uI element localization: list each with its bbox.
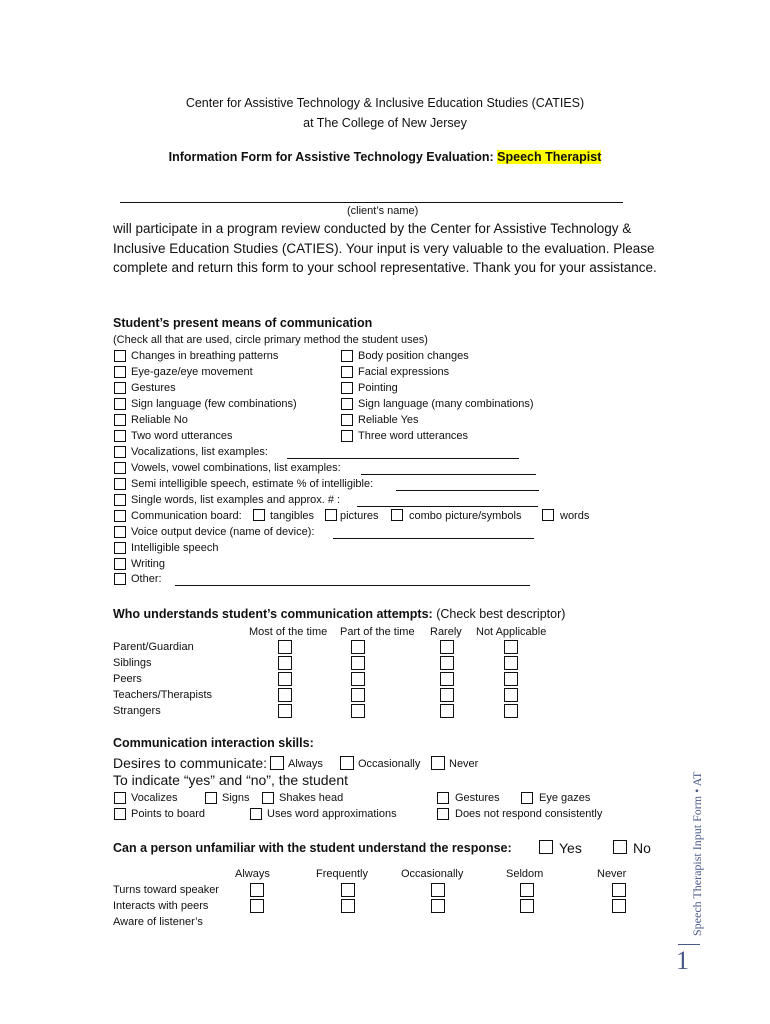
- checkbox-gestures[interactable]: [114, 382, 126, 394]
- checkbox-eye-gazes[interactable]: [521, 792, 533, 804]
- interaction-title: Communication interaction skills:: [113, 736, 314, 750]
- label-desires-always: Always: [288, 758, 323, 770]
- label-reliable-yes: Reliable Yes: [358, 414, 419, 426]
- vocalizations-blank[interactable]: [287, 458, 519, 459]
- sidebar-form-label: Speech Therapist Input Form • AT: [690, 771, 704, 936]
- label-gestures-yn: Gestures: [455, 792, 500, 804]
- label-vowels: Vowels, vowel combinations, list examples:: [131, 462, 341, 474]
- other-blank[interactable]: [175, 585, 530, 586]
- label-other: Other:: [131, 573, 162, 585]
- form-title-prefix: Information Form for Assistive Technology Evaluation:: [168, 150, 498, 164]
- page-number-rule: [678, 944, 700, 945]
- voice-output-blank[interactable]: [333, 538, 534, 539]
- understands-checkbox-r4-c1[interactable]: [278, 688, 292, 702]
- client-name-field[interactable]: [120, 202, 623, 203]
- col-always: Always: [235, 868, 270, 880]
- col-part-of-time: Part of the time: [340, 626, 415, 638]
- checkbox-gestures-yn[interactable]: [437, 792, 449, 804]
- row-teachers: Teachers/Therapists: [113, 689, 213, 701]
- col-frequently: Frequently: [316, 868, 368, 880]
- label-gestures: Gestures: [131, 382, 176, 394]
- checkbox-sign-many[interactable]: [341, 398, 353, 410]
- means-instruction: (Check all that are used, circle primary method the student uses): [113, 334, 428, 346]
- unfamiliar-checkbox-r2-c2[interactable]: [341, 899, 355, 913]
- understands-checkbox-r1-c2[interactable]: [351, 640, 365, 654]
- understands-checkbox-r2-c4[interactable]: [504, 656, 518, 670]
- unfamiliar-checkbox-r2-c4[interactable]: [520, 899, 534, 913]
- form-title-highlight: Speech Therapist: [497, 150, 602, 164]
- label-two-word: Two word utterances: [131, 430, 233, 442]
- unfamiliar-checkbox-r1-c2[interactable]: [341, 883, 355, 897]
- label-sign-many: Sign language (many combinations): [358, 398, 534, 410]
- checkbox-semi-intelligible[interactable]: [114, 478, 126, 490]
- label-pointing: Pointing: [358, 382, 398, 394]
- checkbox-unfamiliar-yes[interactable]: [539, 840, 553, 854]
- understands-checkbox-r2-c1[interactable]: [278, 656, 292, 670]
- col-rarely: Rarely: [430, 626, 462, 638]
- understands-heading: [113, 607, 565, 621]
- checkbox-combo[interactable]: [391, 509, 403, 521]
- checkbox-vocalizations[interactable]: [114, 446, 126, 458]
- unfamiliar-checkbox-r2-c5[interactable]: [612, 899, 626, 913]
- checkbox-words[interactable]: [542, 509, 554, 521]
- label-three-word: Three word utterances: [358, 430, 469, 442]
- label-eye-gaze: Eye-gaze/eye movement: [131, 366, 253, 378]
- checkbox-comm-board[interactable]: [114, 510, 126, 522]
- row-interacts-peers: Interacts with peers: [113, 900, 209, 912]
- label-comm-board: Communication board:: [131, 510, 242, 522]
- label-desires-occasionally: Occasionally: [358, 758, 421, 770]
- checkbox-intelligible[interactable]: [114, 542, 126, 554]
- checkbox-desires-always[interactable]: [270, 756, 284, 770]
- unfamiliar-checkbox-r1-c4[interactable]: [520, 883, 534, 897]
- checkbox-three-word[interactable]: [341, 430, 353, 442]
- label-unfamiliar-no: No: [633, 840, 651, 856]
- checkbox-sign-few[interactable]: [114, 398, 126, 410]
- col-most-of-time: Most of the time: [249, 626, 328, 638]
- checkbox-pictures[interactable]: [325, 509, 337, 521]
- label-vocalizes: Vocalizes: [131, 792, 178, 804]
- label-unfamiliar-yes: Yes: [559, 840, 582, 856]
- label-sign-few: Sign language (few combinations): [131, 398, 297, 410]
- single-words-blank[interactable]: [357, 506, 538, 507]
- col-seldom: Seldom: [506, 868, 544, 880]
- unfamiliar-checkbox-r2-c3[interactable]: [431, 899, 445, 913]
- label-points-board: Points to board: [131, 808, 205, 820]
- institution-name: Center for Assistive Technology & Inclusive Education Studies (CATIES): [185, 96, 585, 110]
- label-signs: Signs: [222, 792, 250, 804]
- checkbox-word-approx[interactable]: [250, 808, 262, 820]
- label-shakes-head: Shakes head: [279, 792, 344, 804]
- checkbox-other[interactable]: [114, 573, 126, 585]
- desires-label: Desires to communicate:: [113, 755, 268, 771]
- checkbox-two-word[interactable]: [114, 430, 126, 442]
- understands-checkbox-r5-c3[interactable]: [440, 704, 454, 718]
- unfamiliar-checkbox-r2-c1[interactable]: [250, 899, 264, 913]
- means-title: Student’s present means of communication: [113, 316, 373, 330]
- understands-checkbox-r5-c1[interactable]: [278, 704, 292, 718]
- label-reliable-no: Reliable No: [131, 414, 188, 426]
- label-no-respond: Does not respond consistently: [455, 808, 603, 820]
- label-body-position: Body position changes: [358, 350, 469, 362]
- form-title: [0, 150, 770, 164]
- indicate-label: To indicate “yes” and “no”, the student: [113, 772, 349, 788]
- checkbox-single-words[interactable]: [114, 494, 126, 506]
- row-parent: Parent/Guardian: [113, 641, 194, 653]
- label-breathing: Changes in breathing patterns: [131, 350, 279, 362]
- label-facial: Facial expressions: [358, 366, 450, 378]
- unfamiliar-question: Can a person unfamiliar with the student understand the response:: [113, 841, 512, 855]
- checkbox-reliable-yes[interactable]: [341, 414, 353, 426]
- intro-paragraph: will participate in a program review conducted by the Center for Assistive Technology & Inclusive Education Studies (CATIES). Your input is very valuable to the evaluation. Please complete and return this form to your school representative. Thank you for your assistance.: [113, 221, 657, 275]
- understands-checkbox-r3-c4[interactable]: [504, 672, 518, 686]
- checkbox-writing[interactable]: [114, 558, 126, 570]
- label-vocalizations: Vocalizations, list examples:: [131, 446, 268, 458]
- client-name-label: (client’s name): [347, 205, 419, 217]
- understands-checkbox-r4-c2[interactable]: [351, 688, 365, 702]
- label-pictures: pictures: [340, 510, 379, 522]
- understands-hint: (Check best descriptor): [436, 607, 566, 621]
- understands-checkbox-r4-c3[interactable]: [440, 688, 454, 702]
- label-eye-gazes: Eye gazes: [539, 792, 591, 804]
- unfamiliar-checkbox-r1-c3[interactable]: [431, 883, 445, 897]
- understands-checkbox-r1-c1[interactable]: [278, 640, 292, 654]
- unfamiliar-checkbox-r1-c5[interactable]: [612, 883, 626, 897]
- row-turns-toward: Turns toward speaker: [113, 884, 219, 896]
- checkbox-body-position[interactable]: [341, 350, 353, 362]
- checkbox-desires-never[interactable]: [431, 756, 445, 770]
- understands-checkbox-r3-c2[interactable]: [351, 672, 365, 686]
- checkbox-desires-occasionally[interactable]: [340, 756, 354, 770]
- label-semi-intelligible: Semi intelligible speech, estimate % of intelligible:: [131, 478, 374, 490]
- label-combo: combo picture/symbols: [409, 510, 522, 522]
- row-peers: Peers: [113, 673, 142, 685]
- understands-checkbox-r5-c2[interactable]: [351, 704, 365, 718]
- col-never: Never: [597, 868, 627, 880]
- checkbox-breathing[interactable]: [114, 350, 126, 362]
- checkbox-vowels[interactable]: [114, 462, 126, 474]
- understands-checkbox-r1-c3[interactable]: [440, 640, 454, 654]
- semi-intelligible-blank[interactable]: [396, 490, 539, 491]
- understands-checkbox-r1-c4[interactable]: [504, 640, 518, 654]
- understands-checkbox-r3-c3[interactable]: [440, 672, 454, 686]
- label-word-approx: Uses word approximations: [267, 808, 397, 820]
- checkbox-tangibles[interactable]: [253, 509, 265, 521]
- checkbox-signs[interactable]: [205, 792, 217, 804]
- checkbox-shakes-head[interactable]: [262, 792, 274, 804]
- label-intelligible: Intelligible speech: [131, 542, 219, 554]
- col-occasionally: Occasionally: [401, 868, 464, 880]
- understands-checkbox-r3-c1[interactable]: [278, 672, 292, 686]
- checkbox-points-board[interactable]: [114, 808, 126, 820]
- label-writing: Writing: [131, 558, 166, 570]
- vowels-blank[interactable]: [361, 474, 536, 475]
- label-voice-output: Voice output device (name of device):: [131, 526, 315, 538]
- checkbox-reliable-no[interactable]: [114, 414, 126, 426]
- label-desires-never: Never: [449, 758, 479, 770]
- row-aware-listener: Aware of listener’s: [113, 916, 203, 928]
- understands-checkbox-r4-c4[interactable]: [504, 688, 518, 702]
- checkbox-vocalizes[interactable]: [114, 792, 126, 804]
- page-number: 1: [676, 946, 689, 975]
- institution-location: at The College of New Jersey: [303, 116, 467, 130]
- unfamiliar-checkbox-r1-c1[interactable]: [250, 883, 264, 897]
- label-words: words: [560, 510, 590, 522]
- checkbox-facial[interactable]: [341, 366, 353, 378]
- understands-checkbox-r5-c4[interactable]: [504, 704, 518, 718]
- label-tangibles: tangibles: [270, 510, 315, 522]
- checkbox-no-respond[interactable]: [437, 808, 449, 820]
- understands-title: Who understands student’s communication attempts:: [113, 607, 433, 621]
- checkbox-eye-gaze[interactable]: [114, 366, 126, 378]
- understands-checkbox-r2-c3[interactable]: [440, 656, 454, 670]
- checkbox-voice-output[interactable]: [114, 526, 126, 538]
- understands-checkbox-r2-c2[interactable]: [351, 656, 365, 670]
- row-siblings: Siblings: [113, 657, 152, 669]
- col-not-applicable: Not Applicable: [476, 626, 547, 638]
- checkbox-unfamiliar-no[interactable]: [613, 840, 627, 854]
- row-strangers: Strangers: [113, 705, 161, 717]
- label-single-words: Single words, list examples and approx. # :: [131, 494, 341, 506]
- checkbox-pointing[interactable]: [341, 382, 353, 394]
